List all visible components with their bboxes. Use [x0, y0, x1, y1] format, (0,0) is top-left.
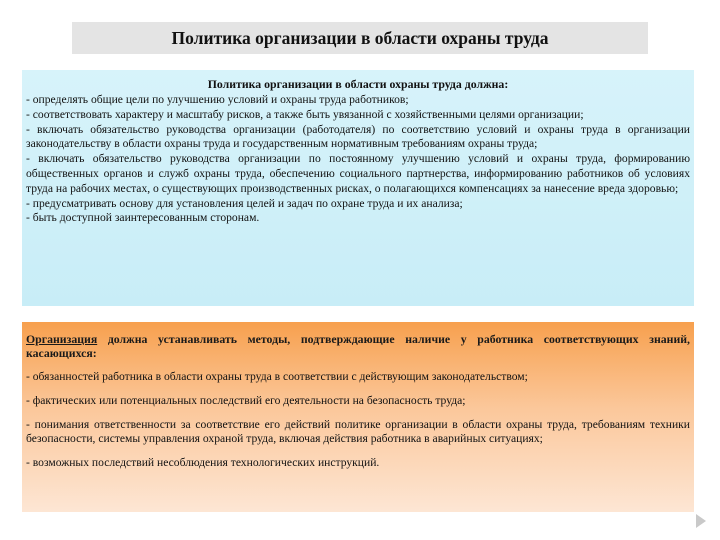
policy-item: - определять общие цели по улучшению условий и охраны труда работников;: [26, 93, 409, 106]
knowledge-item: - фактических или потенциальных последствий его деятельности на безопасность труда;: [26, 393, 466, 407]
policy-item: - соответствовать характеру и масштабу рисков, а также быть увязанной с хозяйственными целями организации;: [26, 107, 584, 121]
policy-box: [22, 70, 694, 306]
policy-item: - предусматривать основу для установления целей и задач по охране труда и их анализа;: [26, 196, 463, 210]
knowledge-item: - возможных последствий несоблюдения технологических инструкций.: [26, 456, 380, 470]
slide-title: Политика организации в области охраны труда: [171, 27, 549, 48]
slide-title-bar: [72, 22, 648, 54]
knowledge-heading-subject: Организация: [26, 332, 98, 346]
policy-heading: Политика организации в области охраны труда должна:: [207, 77, 509, 91]
knowledge-heading-text: должна устанавливать методы, подтверждающие наличие у работника соответствующих знаний, касающихся:: [26, 332, 690, 360]
policy-item: - быть доступной заинтересованным сторонам.: [26, 211, 260, 225]
policy-item: - включать обязательство руководства организации по постоянному улучшению условий и охраны труда, формированию общественных органов и служб охраны труда, обеспечению социального партнерства, информированию работников об условиях труда на рабочих местах, о существующих производственных рисках, о полагающихся компенсациях за нанесение вреда здоровью;: [26, 152, 690, 195]
knowledge-heading: [26, 332, 690, 360]
arrow-right-icon[interactable]: [696, 514, 706, 528]
knowledge-item: - обязанностей работника в области охраны труда в соответствии с действующим законодательством;: [26, 370, 528, 383]
knowledge-box: [22, 322, 694, 512]
policy-item: - включать обязательство руководства организации (работодателя) по соответствию условий и охраны труда в организации законодательству в области охраны труда и государственным нормативным требованиям охраны труда;: [26, 122, 690, 151]
knowledge-item: - понимания ответственности за соответствие его действий политике организации в области охраны труда, требованиям техники безопасности, системы управления охраной труда, включая действия работника в аварийных ситуациях;: [26, 417, 690, 446]
